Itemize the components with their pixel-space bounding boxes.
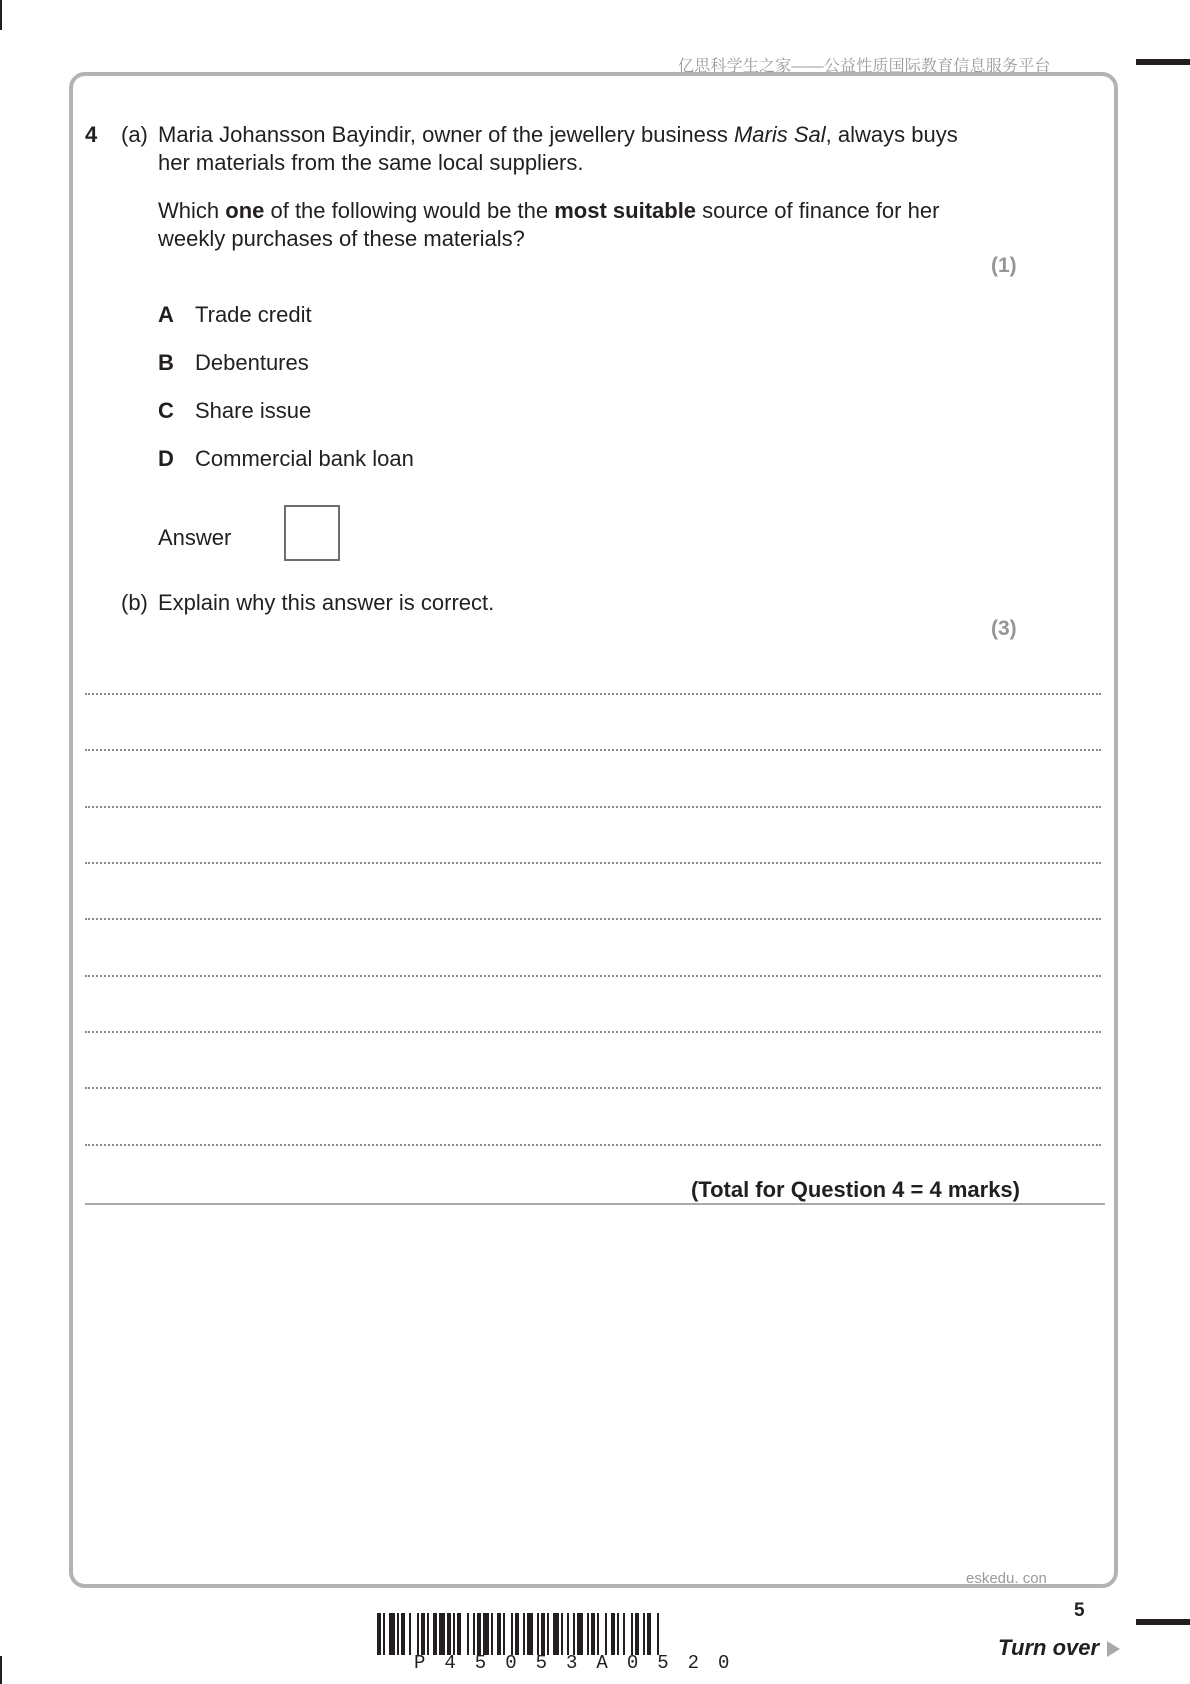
side-registration-mark: [1136, 1619, 1190, 1625]
prompt-text: Which: [158, 198, 226, 223]
business-name: Maris Sal: [733, 122, 826, 147]
part-a-stem-line2: her materials from the same local suppliers.: [158, 150, 584, 175]
barcode-bar: [409, 1613, 411, 1655]
answer-label: Answer: [158, 525, 232, 550]
footer-watermark: eskedu. con: [966, 1570, 1047, 1587]
answer-line[interactable]: [85, 806, 1101, 808]
crop-mark: [0, 1656, 2, 1684]
page-number: 5: [1074, 1600, 1085, 1621]
barcode-bar: [561, 1613, 563, 1655]
side-registration-mark: [1136, 59, 1190, 65]
barcode-bar: [631, 1613, 633, 1655]
barcode-bar: [573, 1613, 575, 1655]
turn-over-label: Turn over: [998, 1635, 1100, 1660]
barcode-bar: [491, 1613, 493, 1655]
barcode-bar: [647, 1613, 651, 1655]
barcode-bar: [511, 1613, 513, 1655]
option-a-letter: A: [158, 302, 174, 327]
arrow-right-icon: [1107, 1641, 1120, 1657]
barcode-text: P45053A0520: [414, 1652, 749, 1674]
part-b-prompt: Explain why this answer is correct.: [158, 590, 495, 615]
barcode: [377, 1613, 809, 1655]
barcode-bar: [477, 1613, 481, 1655]
barcode-bar: [657, 1613, 659, 1655]
barcode-bar: [377, 1613, 381, 1655]
barcode-bar: [541, 1613, 545, 1655]
prompt-emphasis: most suitable: [554, 198, 697, 223]
answer-line[interactable]: [85, 1144, 1101, 1146]
part-a-prompt-line2: weekly purchases of these materials?: [158, 226, 525, 251]
barcode-bar: [605, 1613, 607, 1655]
header-watermark: 亿思科学生之家——公益性质国际教育信息服务平台: [678, 58, 1051, 75]
barcode-bar: [537, 1613, 539, 1655]
turn-over: [998, 1635, 1120, 1661]
answer-line[interactable]: [85, 862, 1101, 864]
stem-text: , always buys: [825, 122, 958, 147]
option-c-letter: C: [158, 398, 174, 423]
barcode-bar: [577, 1613, 583, 1655]
barcode-bar: [397, 1613, 399, 1655]
barcode-bar: [427, 1613, 429, 1655]
barcode-bar: [591, 1613, 595, 1655]
barcode-bar: [401, 1613, 405, 1655]
answer-line[interactable]: [85, 749, 1101, 751]
stem-text: Maria Johansson Bayindir, owner of the jewellery business: [158, 122, 734, 147]
answer-line[interactable]: [85, 1087, 1101, 1089]
barcode-bar: [527, 1613, 533, 1655]
answer-frame: [69, 72, 1118, 1588]
prompt-text: of the following would be the: [264, 198, 555, 223]
barcode-bar: [421, 1613, 425, 1655]
question-number: 4: [85, 122, 98, 147]
barcode-bar: [523, 1613, 525, 1655]
total-divider: [85, 1203, 1105, 1205]
barcode-bar: [497, 1613, 501, 1655]
option-c-text: Share issue: [195, 398, 312, 423]
option-b-letter: B: [158, 350, 174, 375]
question-total: (Total for Question 4 = 4 marks): [690, 1177, 1020, 1202]
barcode-bar: [389, 1613, 395, 1655]
barcode-bar: [567, 1613, 569, 1655]
answer-box[interactable]: [284, 505, 340, 561]
part-a-stem-line1: [158, 121, 958, 149]
barcode-bar: [553, 1613, 559, 1655]
barcode-bar: [515, 1613, 519, 1655]
barcode-bar: [453, 1613, 455, 1655]
answer-line[interactable]: [85, 918, 1101, 920]
barcode-bar: [433, 1613, 437, 1655]
barcode-bar: [617, 1613, 619, 1655]
answer-line[interactable]: [85, 975, 1101, 977]
barcode-bar: [439, 1613, 445, 1655]
prompt-text: source of finance for her: [696, 198, 940, 223]
barcode-bar: [457, 1613, 461, 1655]
barcode-bar: [467, 1613, 469, 1655]
answer-line[interactable]: [85, 693, 1101, 695]
option-b-text: Debentures: [195, 350, 309, 375]
barcode-bar: [447, 1613, 451, 1655]
barcode-bar: [473, 1613, 475, 1655]
option-d-text: Commercial bank loan: [195, 446, 414, 471]
option-d-letter: D: [158, 446, 174, 471]
prompt-emphasis: one: [225, 198, 265, 223]
part-a-prompt-line1: [158, 197, 939, 225]
barcode-bar: [587, 1613, 589, 1655]
option-a-text: Trade credit: [195, 302, 312, 327]
barcode-bar: [417, 1613, 419, 1655]
barcode-bar: [483, 1613, 489, 1655]
part-b-label: (b): [121, 590, 148, 615]
barcode-bar: [635, 1613, 639, 1655]
barcode-bar: [611, 1613, 615, 1655]
answer-line[interactable]: [85, 1031, 1101, 1033]
part-a-label: (a): [121, 122, 148, 147]
barcode-bar: [503, 1613, 505, 1655]
part-b-marks: (3): [991, 617, 1017, 640]
barcode-bar: [597, 1613, 599, 1655]
crop-mark: [0, 0, 2, 30]
barcode-bar: [547, 1613, 549, 1655]
barcode-bar: [623, 1613, 625, 1655]
part-a-marks: (1): [991, 254, 1017, 277]
barcode-bar: [383, 1613, 385, 1655]
barcode-bar: [643, 1613, 645, 1655]
